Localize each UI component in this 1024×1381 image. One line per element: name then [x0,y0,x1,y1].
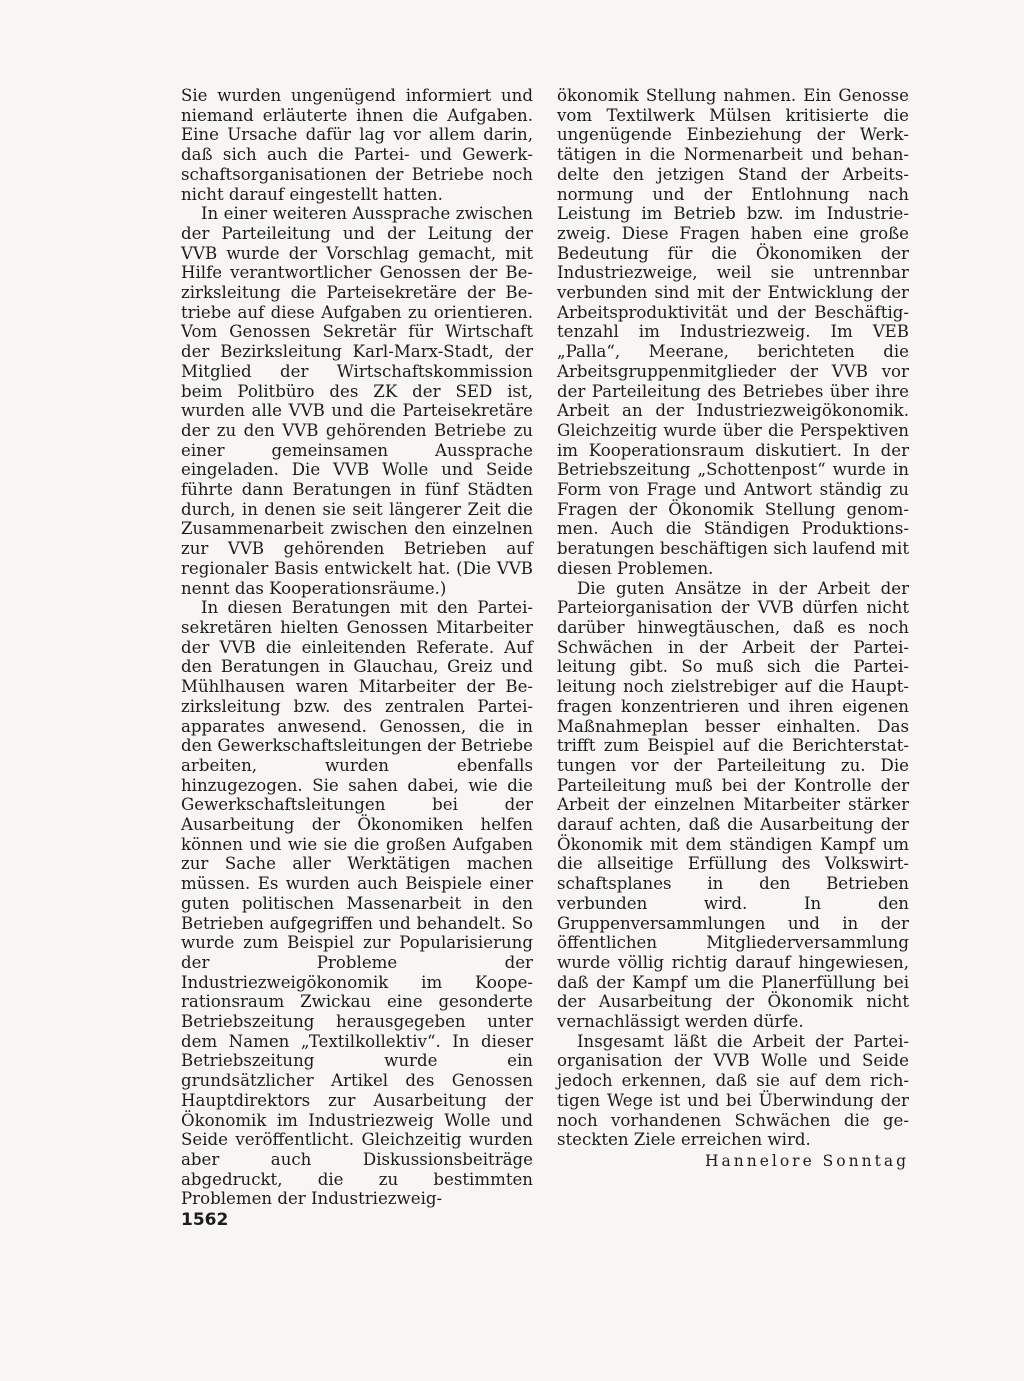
paragraph: Sie wurden ungenügend informiert und niemand erläuterte ihnen die Aufgaben. Eine Ursache dafür lag vor allem darin, daß sich auch die Partei- und Gewerkschaftsorganisationen der Betriebe noch nicht darauf eingestellt hatten. [181,86,533,204]
paragraph: In einer weiteren Aussprache zwischen der Parteileitung und der Leitung der VVB wurde der Vorschlag gemacht, mit Hilfe verantwortlicher Genossen der Bezirksleitung die Parteisekretäre der Betriebe auf diese Aufgaben zu orientieren. Vom Genossen Sekretär für Wirtschaft der Bezirksleitung Karl-Marx-Stadt, der Mitglied der Wirtschaftskommission beim Politbüro des ZK der SED ist, wurden alle VVB und die Parteisekretäre der zu den VVB gehörenden Betriebe zu einer gemeinsamen Aussprache eingeladen. Die VVB Wolle und Seide führte dann Beratungen in fünf Städten durch, in denen sie seit längerer Zeit die Zusammenarbeit zwischen den einzelnen zur VVB gehörenden Betrieben auf regionaler Basis entwickelt hat. (Die VVB nennt das Kooperationsräume.) [181,204,533,598]
paragraph: Die guten Ansätze in der Arbeit der Parteiorganisation der VVB dürfen nicht darüber hinwegtäuschen, daß es noch Schwächen in der Arbeit der Parteileitung gibt. So muß sich die Parteileitung noch zielstrebiger auf die Hauptfragen konzentrieren und ihren eigenen Maßnahmeplan besser einhalten. Das trifft zum Beispiel auf die Berichterstattungen vor der Parteileitung zu. Die Parteileitung muß bei der Kontrolle der Arbeit der einzelnen Mitarbeiter stärker darauf achten, daß die Ausarbeitung der Ökonomik mit dem ständigen Kampf um die allseitige Erfüllung des Volkswirtschaftsplanes in den Betrieben verbunden wird. In den Gruppenversammlungen und in der öffentlichen Mitgliederversammlung wurde völlig richtig darauf hingewiesen, daß der Kampf um die Planerfüllung bei der Ausarbeitung der Ökonomik nicht vernachlässigt werden dürfe. [557,578,909,1032]
paragraph: ökonomik Stellung nahmen. Ein Genosse vom Textilwerk Mülsen kritisierte die ungenügende Einbeziehung der Werktätigen in die Normenarbeit und behandelte den jetzigen Stand der Arbeitsnormung und der Entlohnung nach Leistung im Betrieb bzw. im Industriezweig. Diese Fragen haben eine große Bedeutung für die Ökonomiken der Industriezweige, weil sie untrennbar verbunden sind mit der Entwicklung der Arbeitsproduktivität und der Beschäftigtenzahl im Industriezweig. Im VEB „Palla“, Meerane, berichteten die Arbeitsgruppenmitglieder der VVB vor der Parteileitung des Betriebes über ihre Arbeit an der Industriezweigökonomik. Gleichzeitig wurde über die Perspektiven im Kooperationsraum diskutiert. In der Betriebszeitung „Schottenpost“ wurde in Form von Frage und Antwort ständig zu Fragen der Ökonomik Stellung genommen. Auch die Ständigen Produktionsberatungen beschäftigen sich laufend mit diesen Problemen. [557,86,909,578]
author-signature: Hannelore Sonntag [704,1151,909,1170]
left-text-column [181,86,533,1209]
paragraph: In diesen Beratungen mit den Parteisekretären hielten Genossen Mitarbeiter der VVB die einleitenden Referate. Auf den Beratungen in Glauchau, Greiz und Mühlhausen waren Mitarbeiter der Bezirksleitung bzw. des zentralen Parteiapparates anwesend. Genossen, die in den Gewerkschaftsleitungen der Betriebe arbeiten, wurden ebenfalls hinzugezogen. Sie sahen dabei, wie die Gewerkschaftsleitungen bei der Ausarbeitung der Ökonomiken helfen können und wie sie die großen Aufgaben zur Sache aller Werktätigen machen müssen. Es wurden auch Beispiele einer guten politischen Massenarbeit in den Betrieben aufgegriffen und behandelt. So wurde zum Beispiel zur Popularisierung der Probleme der Industriezweigökonomik im Kooperationsraum Zwickau eine gesonderte Betriebszeitung herausgegeben unter dem Namen „Textilkollektiv“. In dieser Betriebszeitung wurde ein grundsätzlicher Artikel des Genossen Hauptdirektors zur Ausarbeitung der Ökonomik im Industriezweig Wolle und Seide veröffentlicht. Gleichzeitig wurden aber auch Diskussionsbeiträge abgedruckt, die zu bestimmten Problemen der Industriezweig- [181,598,533,1209]
right-text-column [557,86,909,1172]
page-number: 1562 [181,1210,229,1230]
paragraph: Insgesamt läßt die Arbeit der Parteiorganisation der VVB Wolle und Seide jedoch erkennen, daß sie auf dem richtigen Wege ist und bei Überwindung der noch vorhandenen Schwächen die gesteckten Ziele erreichen wird. [557,1031,909,1150]
